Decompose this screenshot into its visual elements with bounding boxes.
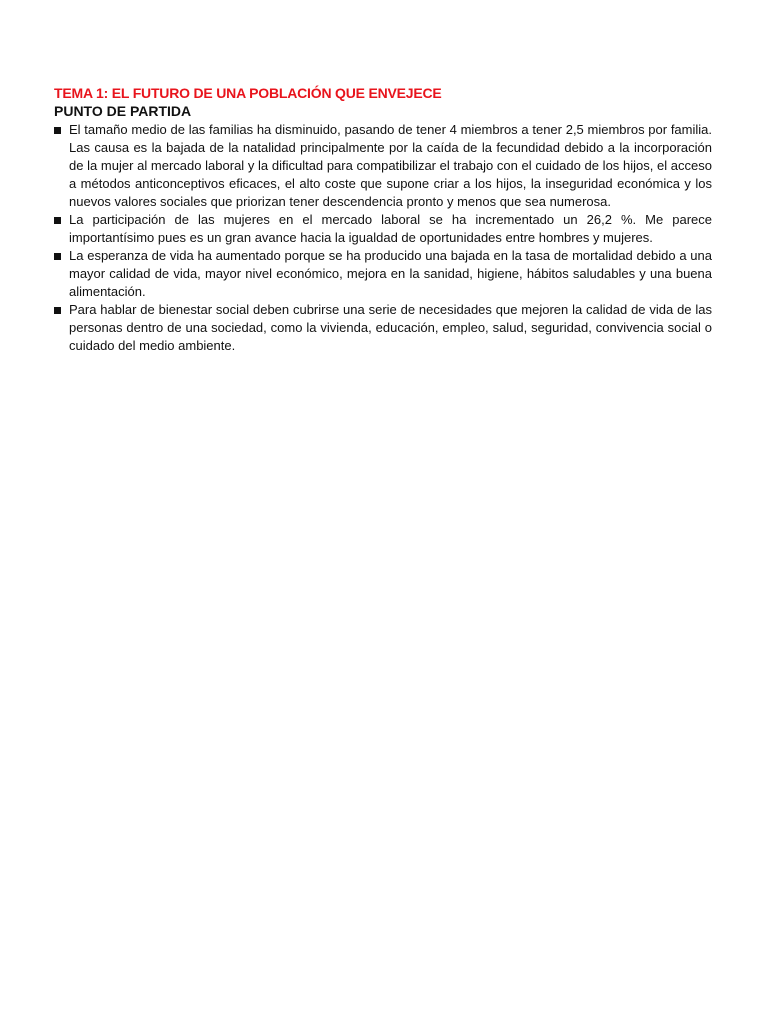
document-page — [54, 84, 712, 355]
black-square-bullet-icon — [54, 127, 61, 134]
bullet-text: El tamaño medio de las familias ha disminuido, pasando de tener 4 miembros a tener 2,5 miembros por familia. Las causa es la bajada de la natalidad principalmente por la caída de la fecundidad debido a la incorporación de la mujer al mercado laboral y la dificultad para compatibilizar el trabajo con el cuidado de los hijos, el acceso a métodos anticonceptivos eficaces, el alto coste que supone criar a los hijos, la inseguridad económica y los nuevos valores sociales que priorizan tener descendencia pronto y menos que sea numerosa. — [69, 122, 712, 209]
document-title: TEMA 1: EL FUTURO DE UNA POBLACIÓN QUE ENVEJECE — [54, 85, 442, 101]
bullet-item-family-size — [54, 121, 712, 211]
bullet-text: La participación de las mujeres en el mercado laboral se ha incrementado un 26,2 %. Me parece importantísimo pues es un gran avance hacia la igualdad de oportunidades entre hombres y mujeres. — [69, 212, 712, 245]
bullet-list — [54, 121, 712, 355]
bullet-item-social-welfare — [54, 301, 712, 355]
bullet-text: Para hablar de bienestar social deben cubrirse una serie de necesidades que mejoren la calidad de vida de las personas dentro de una sociedad, como la vivienda, educación, empleo, salud, seguridad, convivencia social o cuidado del medio ambiente. — [69, 302, 712, 353]
black-square-bullet-icon — [54, 307, 61, 314]
black-square-bullet-icon — [54, 253, 61, 260]
bullet-text: La esperanza de vida ha aumentado porque se ha producido una bajada en la tasa de mortalidad debido a una mayor calidad de vida, mayor nivel económico, mejora en la sanidad, higiene, hábitos saludables y una buena alimentación. — [69, 248, 712, 299]
section-heading: PUNTO DE PARTIDA — [54, 103, 192, 119]
black-square-bullet-icon — [54, 217, 61, 224]
bullet-item-life-expectancy — [54, 247, 712, 301]
bullet-item-women-labor — [54, 211, 712, 247]
